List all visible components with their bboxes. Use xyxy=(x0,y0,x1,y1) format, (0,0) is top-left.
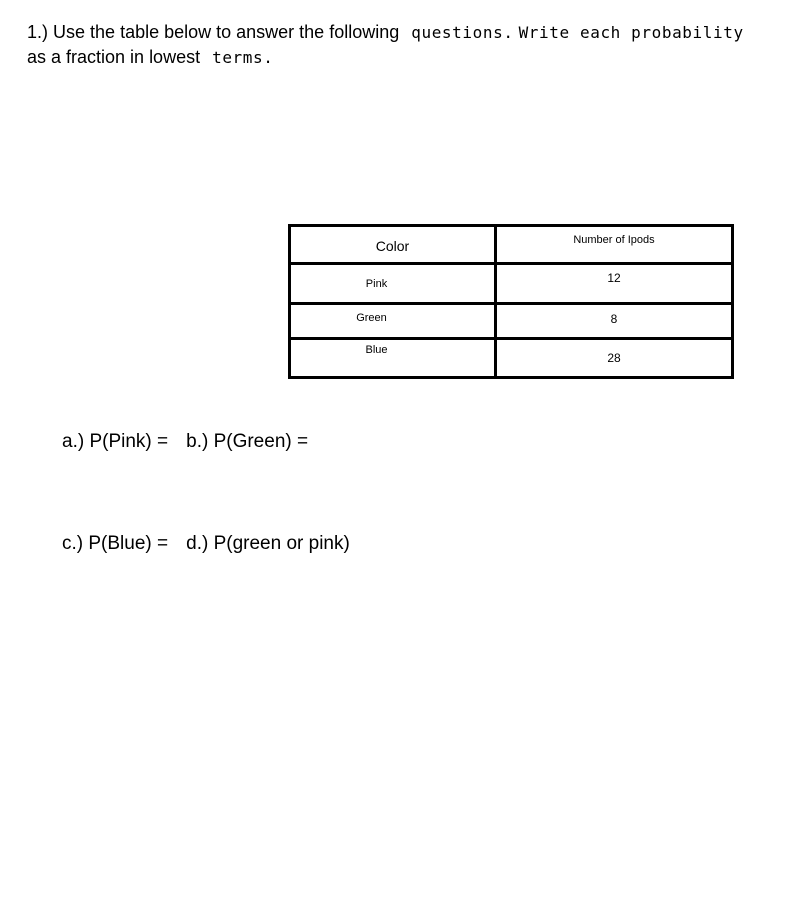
questions-row-2 xyxy=(62,533,350,555)
instructions xyxy=(27,20,797,70)
instructions-text-2a: as a fraction in lowest xyxy=(27,47,201,67)
table-row-divider xyxy=(291,302,731,305)
row-pink-count: 12 xyxy=(607,271,621,285)
instructions-line-2 xyxy=(27,45,797,70)
header-number-of-ipods: Number of Ipods xyxy=(573,234,655,246)
row-blue-color: Blue xyxy=(365,344,388,356)
instructions-text-1a: Use the table below to answer the following xyxy=(53,22,400,42)
question-b: b.) P(Green) = xyxy=(186,431,309,452)
row-blue-count: 28 xyxy=(607,351,621,365)
table-row-divider xyxy=(291,337,731,340)
question-d: d.) P(green or pink) xyxy=(186,533,350,554)
instructions-text-1c: Write each probability xyxy=(518,23,744,42)
question-a: a.) P(Pink) = xyxy=(62,431,169,452)
instructions-text-1b: questions. xyxy=(411,23,514,42)
questions-row-1 xyxy=(62,431,308,453)
instructions-line-1 xyxy=(27,20,797,45)
row-green-count: 8 xyxy=(610,312,618,326)
question-c: c.) P(Blue) = xyxy=(62,533,169,554)
ipod-color-table xyxy=(288,224,734,379)
row-pink-color: Pink xyxy=(365,278,388,290)
instructions-text-2b: terms. xyxy=(212,48,274,67)
question-number: 1.) xyxy=(27,22,49,42)
header-color: Color xyxy=(375,238,410,254)
table-row-divider xyxy=(291,262,731,265)
row-green-color: Green xyxy=(356,312,387,324)
